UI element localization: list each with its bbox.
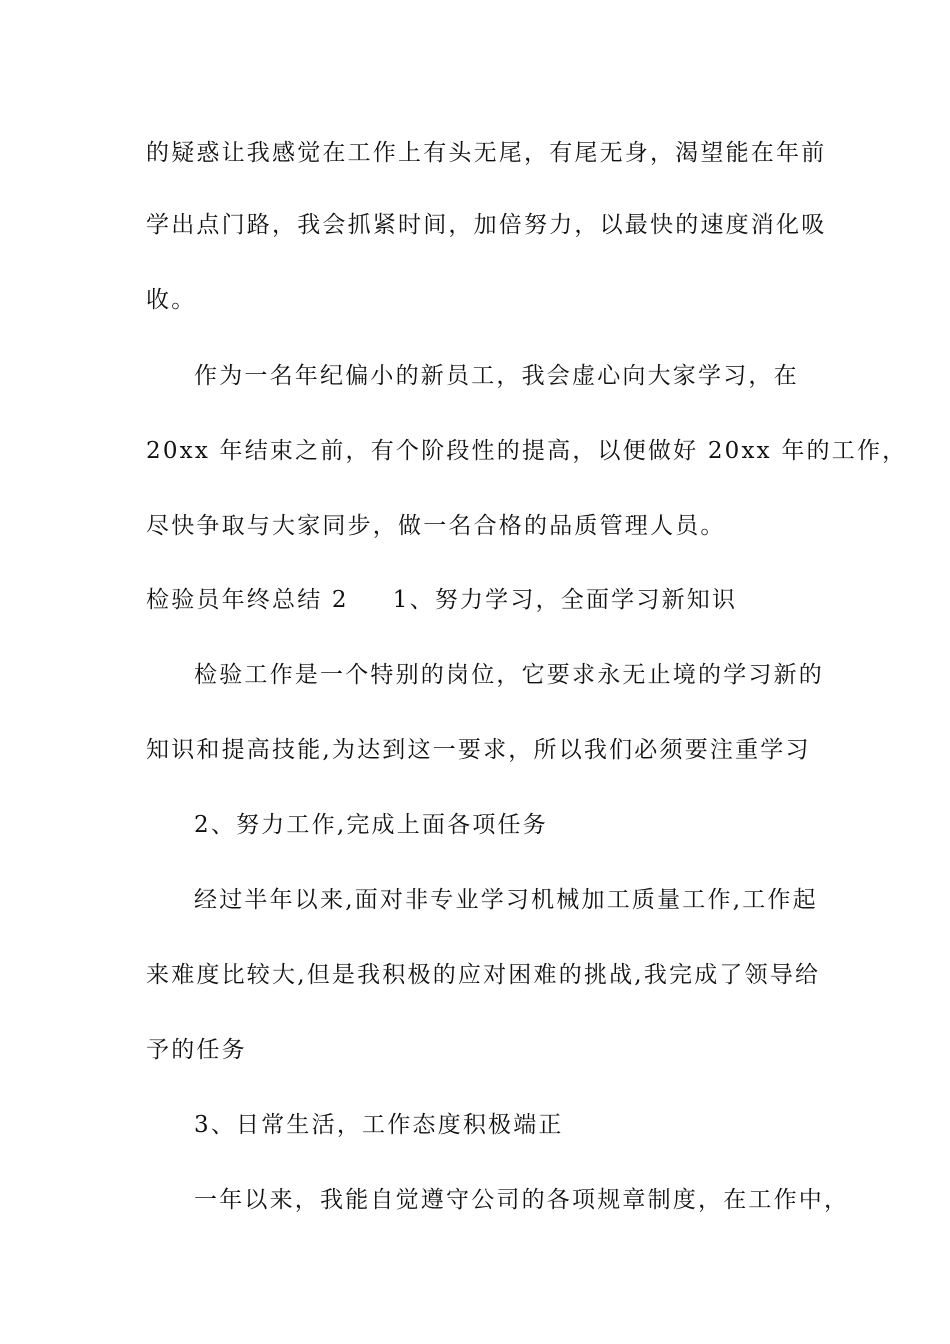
paragraph-start-line: 作为一名年纪偏小的新员工，我会虚心向大家学习，在 <box>194 363 799 389</box>
body-text-line: 20xx 年结束之前，有个阶段性的提高，以便做好 20xx 年的工作， <box>146 438 908 464</box>
body-text-line: 知识和提高技能,为达到这一要求，所以我们必须要注重学习 <box>146 737 811 763</box>
body-text-line: 学出点门路，我会抓紧时间，加倍努力，以最快的速度消化吸 <box>146 212 827 238</box>
numbered-heading: 3、日常生活，工作态度积极端正 <box>194 1112 564 1138</box>
section-subheading: 1、努力学习，全面学习新知识 <box>392 587 738 613</box>
body-text-line: 的疑惑让我感觉在工作上有头无尾，有尾无身，渴望能在年前 <box>146 140 827 166</box>
body-text-line: 收。 <box>146 287 197 313</box>
body-text-line: 尽快争取与大家同步，做一名合格的品质管理人员。 <box>146 513 726 539</box>
section-heading-line <box>146 580 836 620</box>
paragraph-start-line: 经过半年以来,面对非专业学习机械加工质量工作,工作起 <box>194 887 818 913</box>
numbered-heading: 2、努力工作,完成上面各项任务 <box>194 812 548 838</box>
paragraph-start-line: 检验工作是一个特别的岗位，它要求永无止境的学习新的 <box>194 662 824 688</box>
body-text-line: 予的任务 <box>146 1037 247 1063</box>
body-text-line: 来难度比较大,但是我积极的应对困难的挑战,我完成了领导给 <box>146 962 821 988</box>
paragraph-start-line: 一年以来，我能自觉遵守公司的各项规章制度，在工作中， <box>194 1187 850 1213</box>
section-title: 检验员年终总结 2 <box>146 587 349 613</box>
